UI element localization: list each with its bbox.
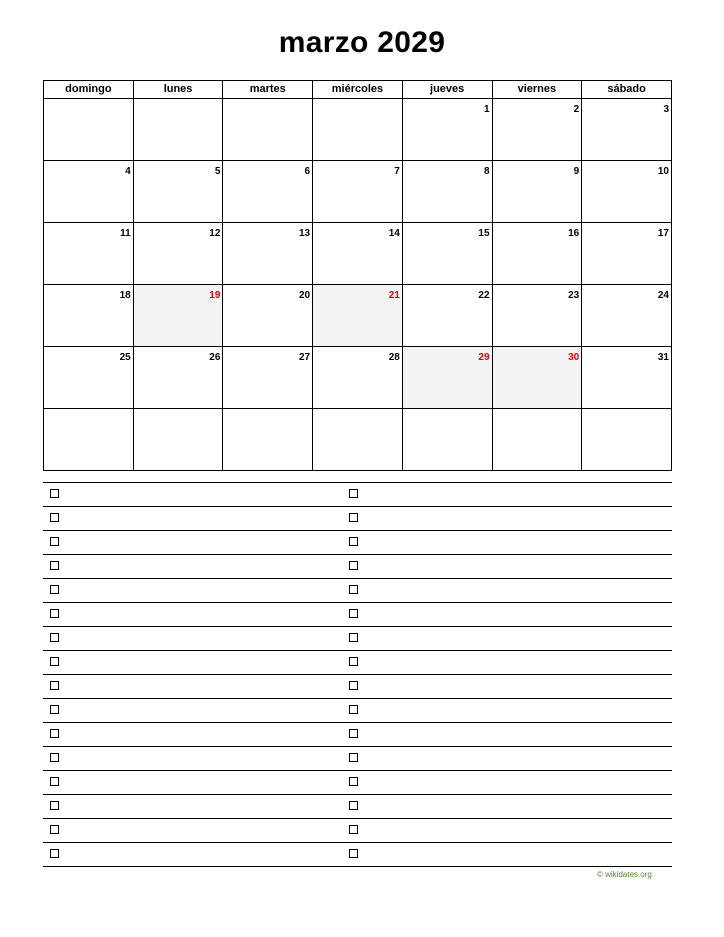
empty-day-cell[interactable] bbox=[44, 99, 134, 161]
todo-row bbox=[43, 746, 672, 770]
todo-row bbox=[43, 626, 672, 650]
day-cell[interactable] bbox=[223, 285, 313, 347]
day-number: 15 bbox=[478, 228, 490, 239]
day-number: 6 bbox=[304, 166, 311, 177]
day-number: 7 bbox=[394, 166, 400, 177]
todo-list bbox=[43, 482, 672, 867]
calendar-week-row bbox=[44, 347, 672, 409]
todo-row bbox=[43, 842, 672, 867]
day-number: 16 bbox=[568, 228, 580, 239]
empty-day-cell[interactable] bbox=[223, 409, 313, 471]
empty-day-cell[interactable] bbox=[313, 99, 403, 161]
day-cell[interactable] bbox=[582, 347, 672, 409]
weekday-header-lunes: lunes bbox=[133, 81, 223, 99]
todo-checkbox-right[interactable] bbox=[349, 825, 358, 834]
todo-checkbox-left[interactable] bbox=[50, 489, 59, 498]
empty-day-cell[interactable] bbox=[492, 409, 582, 471]
todo-row bbox=[43, 674, 672, 698]
day-cell[interactable] bbox=[582, 161, 672, 223]
todo-checkbox-right[interactable] bbox=[349, 777, 358, 786]
todo-checkbox-right[interactable] bbox=[349, 561, 358, 570]
day-number: 23 bbox=[568, 290, 580, 301]
day-cell[interactable] bbox=[313, 223, 403, 285]
day-number: 14 bbox=[388, 228, 400, 239]
day-number: 27 bbox=[298, 352, 311, 363]
empty-day-cell[interactable] bbox=[133, 99, 223, 161]
calendar-week-row bbox=[44, 285, 672, 347]
day-number: 26 bbox=[209, 352, 221, 363]
day-number: 19 bbox=[209, 290, 221, 301]
day-number: 4 bbox=[125, 166, 131, 177]
weekday-header-miercoles: miércoles bbox=[313, 81, 403, 99]
todo-checkbox-right[interactable] bbox=[349, 849, 358, 858]
day-cell[interactable] bbox=[313, 285, 403, 347]
weekday-header-domingo: domingo bbox=[44, 81, 134, 99]
day-cell[interactable] bbox=[44, 161, 134, 223]
day-number: 1 bbox=[483, 104, 490, 115]
todo-checkbox-right[interactable] bbox=[349, 489, 358, 498]
page-title: marzo 2029 bbox=[278, 26, 446, 59]
todo-row bbox=[43, 818, 672, 842]
day-cell[interactable] bbox=[44, 347, 134, 409]
todo-checkbox-right[interactable] bbox=[349, 513, 358, 522]
calendar-week-row bbox=[44, 99, 672, 161]
day-cell[interactable] bbox=[223, 347, 313, 409]
todo-row bbox=[43, 554, 672, 578]
day-cell[interactable] bbox=[492, 347, 582, 409]
day-number: 28 bbox=[388, 352, 400, 363]
todo-checkbox-right[interactable] bbox=[349, 753, 358, 762]
todo-checkbox-left[interactable] bbox=[50, 705, 59, 714]
todo-checkbox-left[interactable] bbox=[50, 825, 59, 834]
todo-row bbox=[43, 482, 672, 506]
day-cell[interactable] bbox=[402, 161, 492, 223]
todo-checkbox-left[interactable] bbox=[50, 585, 59, 594]
todo-row bbox=[43, 506, 672, 530]
todo-checkbox-left[interactable] bbox=[50, 513, 59, 522]
todo-row bbox=[43, 602, 672, 626]
weekday-header-jueves: jueves bbox=[402, 81, 492, 99]
calendar-week-row bbox=[44, 223, 672, 285]
day-number: 24 bbox=[657, 290, 669, 301]
empty-day-cell[interactable] bbox=[582, 409, 672, 471]
todo-checkbox-right[interactable] bbox=[349, 681, 358, 690]
day-number: 8 bbox=[483, 166, 490, 177]
day-cell[interactable] bbox=[402, 223, 492, 285]
calendar-body bbox=[44, 99, 672, 471]
todo-checkbox-right[interactable] bbox=[349, 801, 358, 810]
day-number: 29 bbox=[478, 352, 490, 363]
day-cell[interactable] bbox=[223, 223, 313, 285]
todo-checkbox-left[interactable] bbox=[50, 609, 59, 618]
todo-checkbox-left[interactable] bbox=[50, 537, 59, 546]
day-cell[interactable] bbox=[492, 285, 582, 347]
todo-row bbox=[43, 578, 672, 602]
day-number: 9 bbox=[573, 166, 580, 177]
day-cell[interactable] bbox=[313, 161, 403, 223]
day-cell[interactable] bbox=[133, 223, 223, 285]
todo-checkbox-left[interactable] bbox=[50, 681, 59, 690]
day-number: 11 bbox=[120, 228, 131, 239]
empty-day-cell[interactable] bbox=[223, 99, 313, 161]
day-number: 21 bbox=[388, 290, 400, 301]
todo-row bbox=[43, 770, 672, 794]
todo-checkbox-left[interactable] bbox=[50, 753, 59, 762]
weekday-header-viernes: viernes bbox=[492, 81, 582, 99]
todo-row bbox=[43, 722, 672, 746]
day-cell[interactable] bbox=[492, 223, 582, 285]
day-number: 2 bbox=[573, 104, 580, 115]
day-cell[interactable] bbox=[582, 223, 672, 285]
todo-checkbox-right[interactable] bbox=[349, 729, 358, 738]
day-cell[interactable] bbox=[402, 285, 492, 347]
todo-checkbox-left[interactable] bbox=[50, 561, 59, 570]
day-number: 25 bbox=[119, 352, 131, 363]
day-cell[interactable] bbox=[44, 285, 134, 347]
todo-checkbox-right[interactable] bbox=[349, 585, 358, 594]
day-cell[interactable] bbox=[492, 99, 582, 161]
day-cell[interactable] bbox=[133, 347, 223, 409]
todo-checkbox-left[interactable] bbox=[50, 657, 59, 666]
todo-checkbox-right[interactable] bbox=[349, 633, 358, 642]
weekday-header-sabado: sábado bbox=[582, 81, 672, 99]
empty-day-cell[interactable] bbox=[44, 409, 134, 471]
todo-checkbox-left[interactable] bbox=[50, 633, 59, 642]
day-cell[interactable] bbox=[402, 99, 492, 161]
todo-checkbox-right[interactable] bbox=[349, 657, 358, 666]
calendar-week-row bbox=[44, 409, 672, 471]
day-cell[interactable] bbox=[133, 161, 223, 223]
day-cell[interactable] bbox=[492, 161, 582, 223]
day-number: 22 bbox=[478, 290, 490, 301]
day-number: 5 bbox=[214, 166, 221, 177]
todo-checkbox-right[interactable] bbox=[349, 537, 358, 546]
calendar-grid bbox=[43, 80, 672, 471]
day-cell[interactable] bbox=[582, 99, 672, 161]
day-cell[interactable] bbox=[313, 347, 403, 409]
day-number: 3 bbox=[663, 104, 669, 115]
day-number: 18 bbox=[119, 290, 131, 301]
empty-day-cell[interactable] bbox=[402, 409, 492, 471]
day-cell[interactable] bbox=[133, 285, 223, 347]
todo-checkbox-left[interactable] bbox=[50, 729, 59, 738]
day-cell[interactable] bbox=[402, 347, 492, 409]
empty-day-cell[interactable] bbox=[133, 409, 223, 471]
credit-text: © wikidates.org bbox=[597, 870, 652, 879]
day-number: 31 bbox=[657, 352, 669, 363]
day-number: 20 bbox=[298, 290, 311, 301]
todo-row bbox=[43, 650, 672, 674]
weekday-header-martes: martes bbox=[223, 81, 313, 99]
todo-row bbox=[43, 794, 672, 818]
day-number: 13 bbox=[298, 228, 311, 239]
day-number: 17 bbox=[657, 228, 669, 239]
calendar-week-row bbox=[44, 161, 672, 223]
empty-day-cell[interactable] bbox=[313, 409, 403, 471]
day-number: 30 bbox=[568, 352, 580, 363]
todo-row bbox=[43, 530, 672, 554]
todo-checkbox-left[interactable] bbox=[50, 801, 59, 810]
todo-row bbox=[43, 698, 672, 722]
day-cell[interactable] bbox=[223, 161, 313, 223]
todo-checkbox-right[interactable] bbox=[349, 609, 358, 618]
day-cell[interactable] bbox=[582, 285, 672, 347]
todo-checkbox-right[interactable] bbox=[349, 705, 358, 714]
day-number: 12 bbox=[209, 228, 221, 239]
weekday-header-row bbox=[44, 81, 672, 99]
todo-checkbox-left[interactable] bbox=[50, 777, 59, 786]
day-number: 10 bbox=[657, 166, 669, 177]
todo-checkbox-left[interactable] bbox=[50, 849, 59, 858]
day-cell[interactable] bbox=[44, 223, 134, 285]
